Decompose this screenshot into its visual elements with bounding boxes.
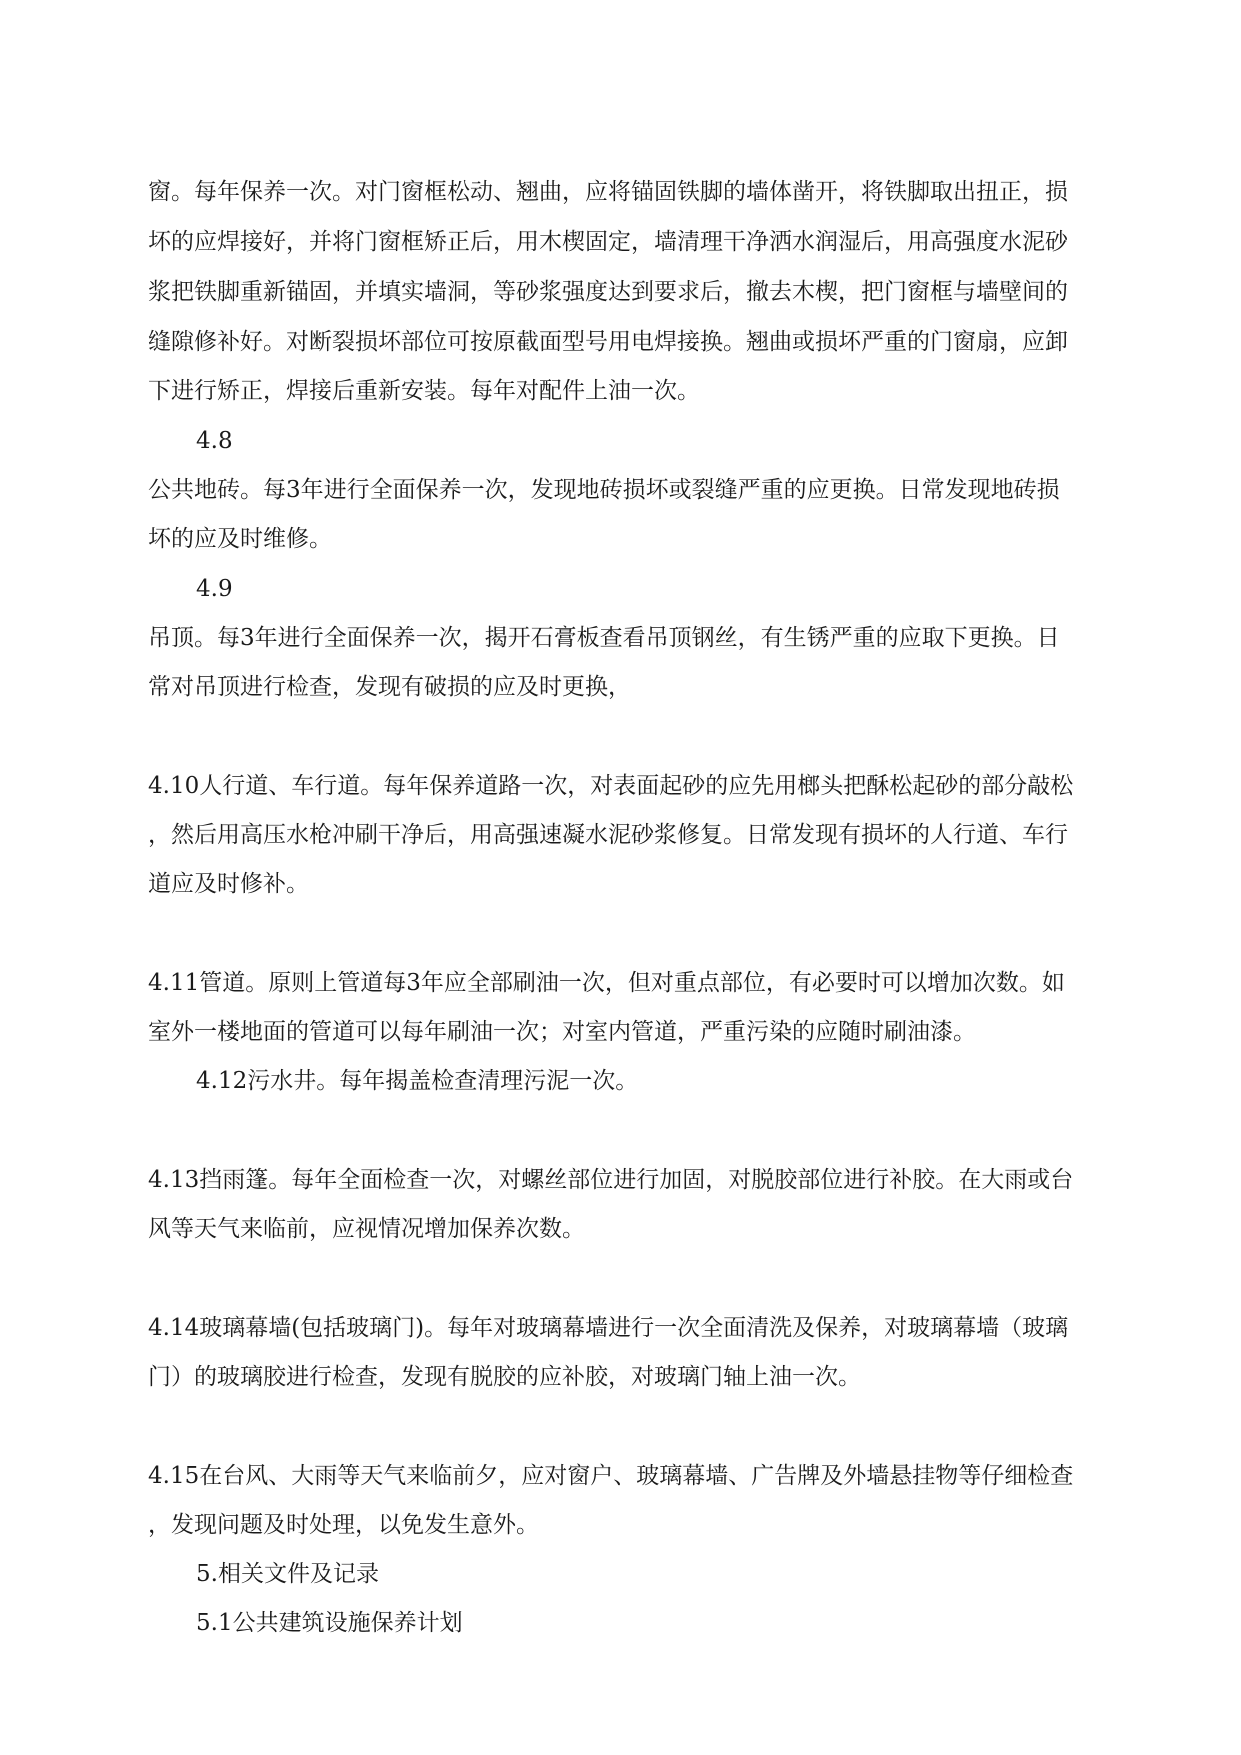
text-line: 4.11管道。原则上管道每3年应全部刷油一次，但对重点部位，有必要时可以增加次数。如 bbox=[148, 970, 1065, 996]
text-line: ，然后用高压水枪冲刷干净后，用高强速凝水泥砂浆修复。日常发现有损坏的人行道、车行 bbox=[148, 822, 1068, 848]
text-line: 道应及时修补。 bbox=[148, 871, 309, 897]
text-line: 风等天气来临前，应视情况增加保养次数。 bbox=[148, 1216, 585, 1242]
text-line: 常对吊顶进行检查，发现有破损的应及时更换， bbox=[148, 674, 631, 700]
text-line: 4.10人行道、车行道。每年保养道路一次，对表面起砂的应先用榔头把酥松起砂的部分敲松 bbox=[148, 773, 1074, 799]
section-heading: 5.相关文件及记录 bbox=[196, 1561, 379, 1587]
section-number: 4.9 bbox=[196, 576, 233, 602]
text-line: 缝隙修补好。对断裂损坏部位可按原截面型号用电焊接换。翘曲或损坏严重的门窗扇，应卸 bbox=[148, 329, 1068, 355]
text-line: 坏的应焊接好，并将门窗框矫正后，用木楔固定，墙清理干净洒水润湿后，用高强度水泥砂 bbox=[148, 229, 1068, 255]
text-line: 公共地砖。每3年进行全面保养一次，发现地砖损坏或裂缝严重的应更换。日常发现地砖损 bbox=[148, 477, 1060, 503]
section-number: 4.8 bbox=[196, 428, 233, 454]
text-line: 室外一楼地面的管道可以每年刷油一次；对室内管道，严重污染的应随时刷油漆。 bbox=[148, 1019, 976, 1045]
text-line: 吊顶。每3年进行全面保养一次，揭开石膏板查看吊顶钢丝，有生锈严重的应取下更换。日 bbox=[148, 625, 1060, 651]
text-line: 坏的应及时维修。 bbox=[148, 526, 332, 552]
text-line: 窗。每年保养一次。对门窗框松动、翘曲，应将锚固铁脚的墙体凿开，将铁脚取出扭正，损 bbox=[148, 179, 1068, 205]
text-line: ，发现问题及时处理，以免发生意外。 bbox=[148, 1512, 539, 1538]
text-line: 4.15在台风、大雨等天气来临前夕，应对窗户、玻璃幕墙、广告牌及外墙悬挂物等仔细检查 bbox=[148, 1463, 1074, 1489]
text-line: 5.1公共建筑设施保养计划 bbox=[196, 1610, 463, 1636]
text-line: 下进行矫正，焊接后重新安装。每年对配件上油一次。 bbox=[148, 378, 700, 404]
text-line: 浆把铁脚重新锚固，并填实墙洞，等砂浆强度达到要求后，撤去木楔，把门窗框与墙壁间的 bbox=[148, 279, 1068, 305]
text-line: 门）的玻璃胶进行检查，发现有脱胶的应补胶，对玻璃门轴上油一次。 bbox=[148, 1364, 861, 1390]
text-line: 4.13挡雨篷。每年全面检查一次，对螺丝部位进行加固，对脱胶部位进行补胶。在大雨或台 bbox=[148, 1167, 1074, 1193]
text-line: 4.12污水井。每年揭盖检查清理污泥一次。 bbox=[196, 1068, 639, 1094]
text-line: 4.14玻璃幕墙(包括玻璃门)。每年对玻璃幕墙进行一次全面清洗及保养，对玻璃幕墙（玻璃 bbox=[148, 1315, 1069, 1341]
